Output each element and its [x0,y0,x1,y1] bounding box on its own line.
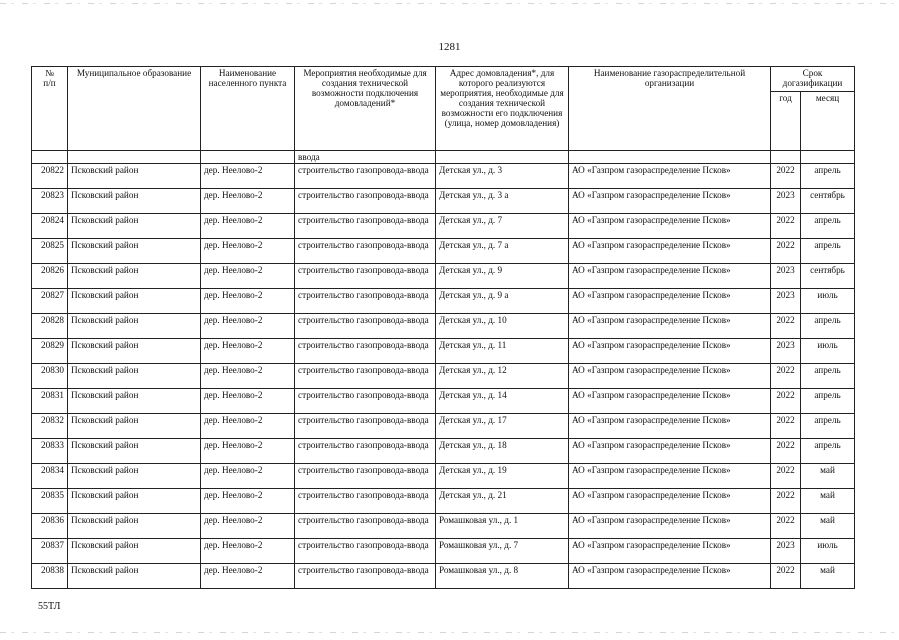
year-cell: 2023 [771,339,801,364]
gdo-cell: АО «Газпром газораспределение Псков» [569,464,771,489]
gdo-cell: АО «Газпром газораспределение Псков» [569,189,771,214]
table-row [32,464,855,489]
municipality-cell: Псковский район [68,214,201,239]
settlement-cell: дер. Неелово-2 [201,389,295,414]
table-row [32,164,855,189]
row-num-cell: 20827 [32,289,68,314]
row-num-cell: 20823 [32,189,68,214]
table-row [32,364,855,389]
row-num-cell: 20825 [32,239,68,264]
row-num-cell: 20824 [32,214,68,239]
address-cell: Детская ул., д. 3 [436,164,569,189]
measure-cell: строительство газопровода-ввода [295,414,436,439]
table-row [32,539,855,564]
table-row [32,239,855,264]
settlement-cell: дер. Неелово-2 [201,364,295,389]
month-cell: апрель [801,414,855,439]
measure-cell: строительство газопровода-ввода [295,539,436,564]
municipality-cell: Псковский район [68,439,201,464]
month-cell: сентябрь [801,264,855,289]
month-cell: июль [801,539,855,564]
page-number: 1281 [438,41,461,53]
municipality-cell: Псковский район [68,364,201,389]
gdo-cell: АО «Газпром газораспределение Псков» [569,389,771,414]
header-settlement: Наименование населенного пункта [201,67,295,151]
settlement-cell: дер. Неелово-2 [201,239,295,264]
row-num-cell: 20832 [32,414,68,439]
measure-cell: строительство газопровода-ввода [295,189,436,214]
table-row [32,214,855,239]
settlement-cell: дер. Неелово-2 [201,439,295,464]
address-cell: Детская ул., д. 19 [436,464,569,489]
scan-artifact-bottom [0,632,899,633]
municipality-cell: Псковский район [68,289,201,314]
scan-artifact-top [0,3,899,4]
settlement-cell: дер. Неелово-2 [201,539,295,564]
address-cell: Ромашковая ул., д. 8 [436,564,569,589]
settlement-cell: дер. Неелово-2 [201,414,295,439]
address-cell: Детская ул., д. 11 [436,339,569,364]
municipality-cell: Псковский район [68,239,201,264]
year-cell: 2023 [771,539,801,564]
table-row [32,389,855,414]
gdo-cell: АО «Газпром газораспределение Псков» [569,289,771,314]
year-cell: 2022 [771,489,801,514]
header-gdo: Наименование газораспределительной организации [569,67,771,151]
address-cell: Детская ул., д. 21 [436,489,569,514]
year-cell: 2022 [771,364,801,389]
gdo-cell: АО «Газпром газораспределение Псков» [569,564,771,589]
header-address: Адрес домовладения*, для которого реализуются мероприятия, необходимые для создания технической возможности его подключения (улица, номер домовладения) [436,67,569,151]
row-num-cell: 20828 [32,314,68,339]
month-cell: май [801,489,855,514]
measure-cell: строительство газопровода-ввода [295,389,436,414]
header-measures: Мероприятия необходимые для создания технической возможности подключения домовладений* [295,67,436,151]
address-cell: Детская ул., д. 9 [436,264,569,289]
table-row [32,414,855,439]
table-row [32,339,855,364]
municipality-cell: Псковский район [68,489,201,514]
address-cell: Детская ул., д. 10 [436,314,569,339]
address-cell: Детская ул., д. 14 [436,389,569,414]
table-row [32,514,855,539]
row-num-cell: 20829 [32,339,68,364]
year-cell: 2022 [771,464,801,489]
municipality-cell: Псковский район [68,314,201,339]
row-num-cell: 20838 [32,564,68,589]
settlement-cell: дер. Неелово-2 [201,264,295,289]
address-cell: Ромашковая ул., д. 1 [436,514,569,539]
gdo-cell: АО «Газпром газораспределение Псков» [569,539,771,564]
address-cell: Детская ул., д. 18 [436,439,569,464]
year-cell: 2022 [771,439,801,464]
settlement-cell: дер. Неелово-2 [201,564,295,589]
municipality-cell: Псковский район [68,389,201,414]
month-cell: апрель [801,214,855,239]
address-cell: Детская ул., д. 17 [436,414,569,439]
table-row [32,189,855,214]
address-cell: Детская ул., д. 9 а [436,289,569,314]
gdo-cell: АО «Газпром газораспределение Псков» [569,414,771,439]
gdo-cell: АО «Газпром газораспределение Псков» [569,339,771,364]
measure-cell: строительство газопровода-ввода [295,564,436,589]
year-cell: 2022 [771,314,801,339]
month-cell: май [801,564,855,589]
address-cell: Ромашковая ул., д. 7 [436,539,569,564]
address-cell: Детская ул., д. 3 а [436,189,569,214]
municipality-cell: Псковский район [68,464,201,489]
gdo-cell: АО «Газпром газораспределение Псков» [569,314,771,339]
municipality-cell: Псковский район [68,164,201,189]
row-num-cell: 20833 [32,439,68,464]
year-cell: 2022 [771,239,801,264]
municipality-cell: Псковский район [68,414,201,439]
address-cell: Детская ул., д. 12 [436,364,569,389]
month-cell: июль [801,289,855,314]
measure-cell: строительство газопровода-ввода [295,239,436,264]
table-header [32,67,855,151]
row-num-cell: 20837 [32,539,68,564]
header-term: Срок догазификации [771,67,855,92]
measure-cell: строительство газопровода-ввода [295,289,436,314]
measure-cell: строительство газопровода-ввода [295,214,436,239]
gdo-cell: АО «Газпром газораспределение Псков» [569,239,771,264]
gdo-cell: АО «Газпром газораспределение Псков» [569,439,771,464]
footer-code: 55ТЛ [38,601,61,612]
month-cell: сентябрь [801,189,855,214]
month-cell: апрель [801,364,855,389]
gdo-cell: АО «Газпром газораспределение Псков» [569,214,771,239]
gdo-cell: АО «Газпром газораспределение Псков» [569,489,771,514]
year-cell: 2022 [771,164,801,189]
measure-cell: строительство газопровода-ввода [295,164,436,189]
table-row [32,264,855,289]
year-cell: 2022 [771,514,801,539]
month-cell: апрель [801,439,855,464]
measure-cell: строительство газопровода-ввода [295,314,436,339]
municipality-cell: Псковский район [68,564,201,589]
year-cell: 2022 [771,214,801,239]
gdo-cell: АО «Газпром газораспределение Псков» [569,364,771,389]
settlement-cell: дер. Неелово-2 [201,514,295,539]
continuation-row [32,151,855,164]
month-cell: май [801,514,855,539]
month-cell: апрель [801,314,855,339]
gdo-cell: АО «Газпром газораспределение Псков» [569,514,771,539]
municipality-cell: Псковский район [68,189,201,214]
year-cell: 2022 [771,389,801,414]
measure-cell: строительство газопровода-ввода [295,264,436,289]
municipality-cell: Псковский район [68,264,201,289]
header-year: год [771,92,801,151]
measure-cell: строительство газопровода-ввода [295,514,436,539]
table-row [32,439,855,464]
measure-cell: строительство газопровода-ввода [295,439,436,464]
municipality-cell: Псковский район [68,514,201,539]
gdo-cell: АО «Газпром газораспределение Псков» [569,164,771,189]
settlement-cell: дер. Неелово-2 [201,289,295,314]
month-cell: апрель [801,389,855,414]
row-num-cell: 20830 [32,364,68,389]
settlement-cell: дер. Неелово-2 [201,164,295,189]
table-row [32,289,855,314]
row-num-cell: 20836 [32,514,68,539]
year-cell: 2023 [771,289,801,314]
table-row [32,564,855,589]
municipality-cell: Псковский район [68,539,201,564]
table-row [32,314,855,339]
measure-cell: строительство газопровода-ввода [295,339,436,364]
settlement-cell: дер. Неелово-2 [201,189,295,214]
row-num-cell: 20826 [32,264,68,289]
year-cell: 2022 [771,564,801,589]
row-num-cell: 20831 [32,389,68,414]
row-num-cell: 20835 [32,489,68,514]
address-cell: Детская ул., д. 7 [436,214,569,239]
municipality-cell: Псковский район [68,339,201,364]
measure-cell: строительство газопровода-ввода [295,364,436,389]
year-cell: 2022 [771,414,801,439]
year-cell: 2023 [771,189,801,214]
measure-cell: строительство газопровода-ввода [295,489,436,514]
month-cell: апрель [801,164,855,189]
table-row [32,489,855,514]
header-num: № п/п [32,67,68,151]
year-cell: 2023 [771,264,801,289]
continuation-cell: ввода [295,151,436,164]
measure-cell: строительство газопровода-ввода [295,464,436,489]
settlement-cell: дер. Неелово-2 [201,314,295,339]
gasification-table [31,66,855,589]
settlement-cell: дер. Неелово-2 [201,489,295,514]
row-num-cell: 20834 [32,464,68,489]
month-cell: май [801,464,855,489]
settlement-cell: дер. Неелово-2 [201,214,295,239]
address-cell: Детская ул., д. 7 а [436,239,569,264]
month-cell: апрель [801,239,855,264]
month-cell: июль [801,339,855,364]
row-num-cell: 20822 [32,164,68,189]
header-month: месяц [801,92,855,151]
gdo-cell: АО «Газпром газораспределение Псков» [569,264,771,289]
settlement-cell: дер. Неелово-2 [201,464,295,489]
header-municipality: Муниципальное образование [68,67,201,151]
settlement-cell: дер. Неелово-2 [201,339,295,364]
